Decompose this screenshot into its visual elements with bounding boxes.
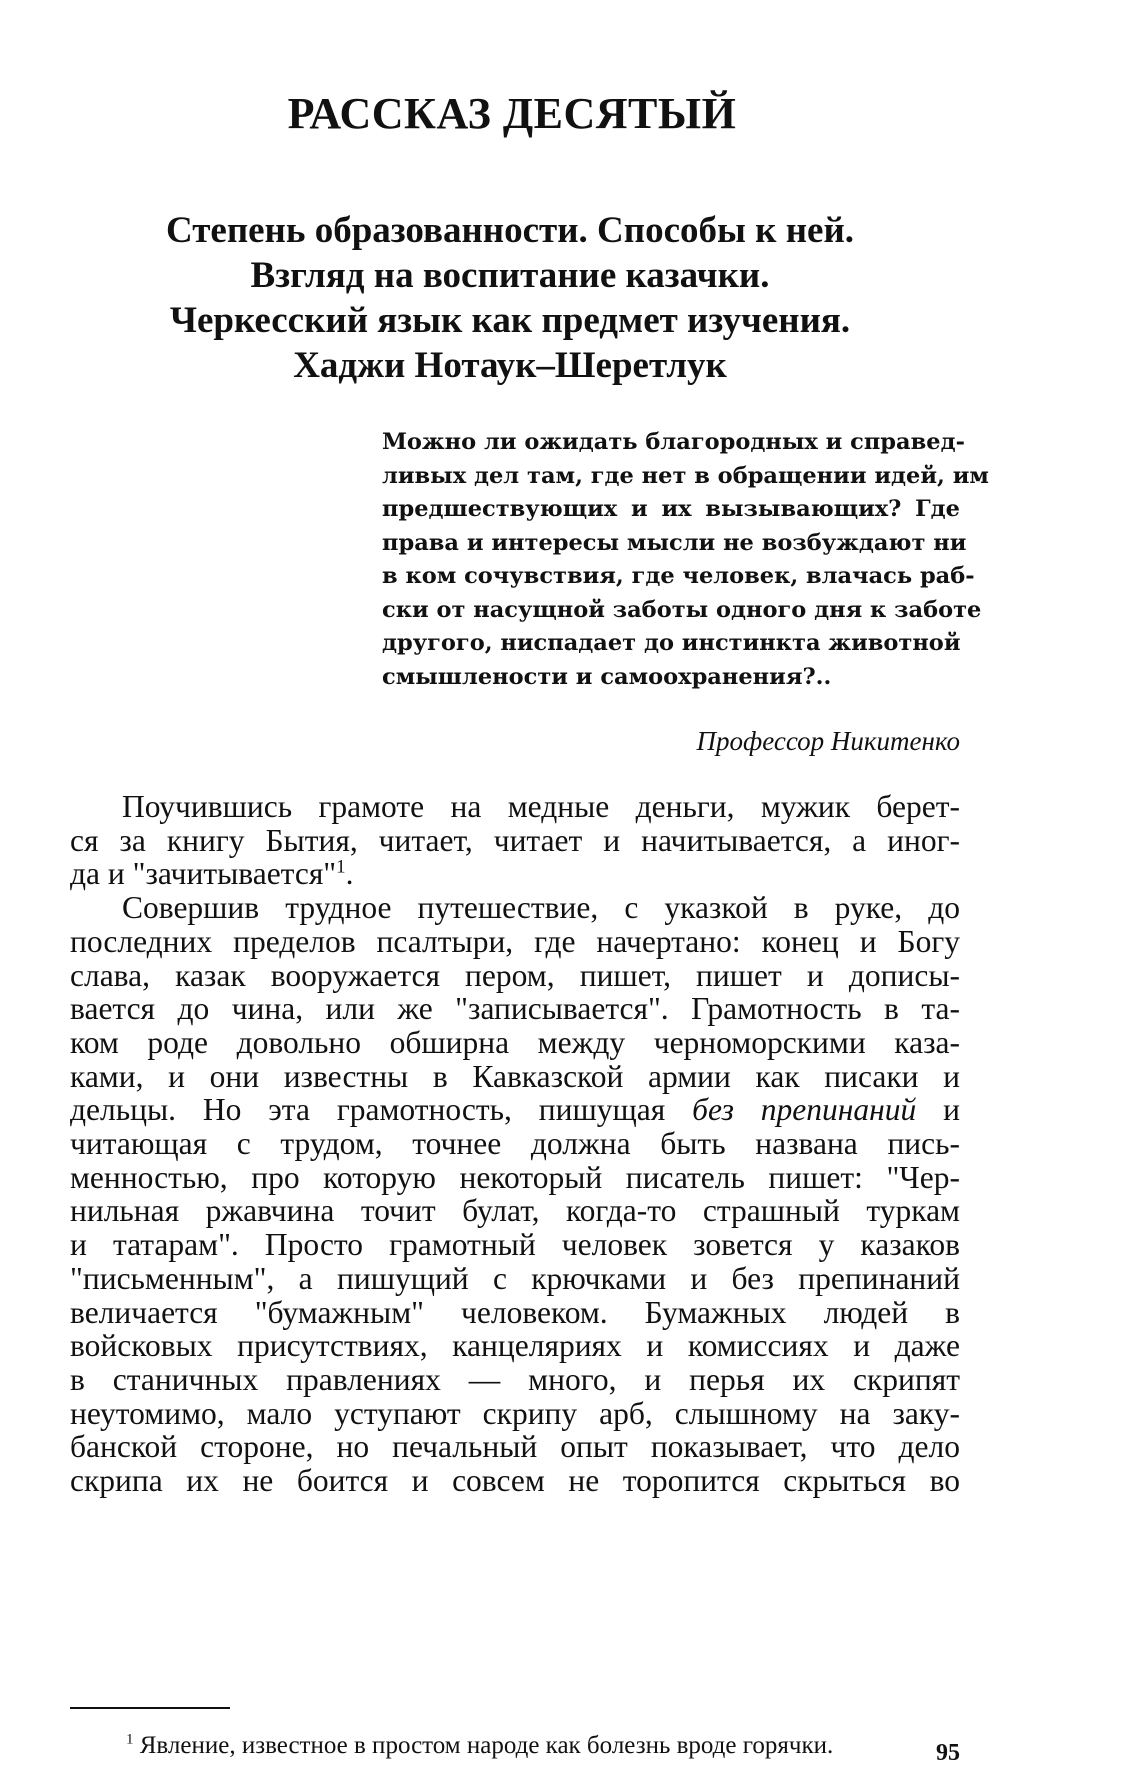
text-line: Поучившись грамоте на медные деньги, мужик берет- (122, 789, 960, 824)
text-fragment: да и "зачитывается" (70, 856, 337, 892)
text-line: ком роде довольно обширна между черноморскими каза- (70, 1024, 960, 1060)
footnote (126, 1732, 966, 1760)
text-line: слава, казак вооружается пером, пишет, пишет и дописы- (70, 957, 960, 993)
epigraph (382, 426, 989, 694)
epigraph-line: другого, ниспадает до инстинкта животной (382, 630, 961, 656)
text-line (70, 857, 960, 891)
epigraph-line: ски от насущной заботы одного дня к заботе (382, 596, 982, 623)
text-line (70, 1093, 960, 1127)
text-line: банской стороне, но печальный опыт показывает, что дело (70, 1429, 960, 1465)
text-line: войсковых присутствиях, канцеляриях и комиссиях и даже (70, 1328, 960, 1364)
footnote-divider (70, 1707, 230, 1709)
text-line: в станичных правлениях — много, и перья их скрипят (70, 1361, 960, 1397)
subtitle-line: Черкесский язык как предмет изучения. (169, 300, 851, 341)
subtitle-line: Взгляд на воспитание казачки. (250, 255, 770, 296)
epigraph-line: предшествующих и их вызывающих? Где (382, 496, 960, 522)
text-line: читающая с трудом, точнее должна быть названа пись- (70, 1126, 960, 1162)
text-fragment: и (916, 1092, 961, 1128)
text-line: менностью, про которую некоторый писатель пишет: "Чер- (70, 1159, 960, 1195)
epigraph-line: ливых дел там, где нет в обращении идей, им (382, 462, 989, 489)
text-line: нильная ржавчина точит булат, когда-то страшный туркам (70, 1193, 960, 1229)
chapter-subtitle (90, 208, 930, 388)
text-line: "письменным", а пишущий с крючками и без препинаний (70, 1260, 960, 1296)
epigraph-line: Можно ли ожидать благородных и справед- (382, 429, 965, 455)
text-line: величается "бумажным" человеком. Бумажных людей в (70, 1294, 960, 1330)
page-number: 95 (936, 1740, 960, 1766)
body-text (70, 790, 960, 1498)
text-line: последних пределов псалтыри, где начертано: конец и Богу (70, 923, 960, 959)
text-fragment: . (345, 856, 354, 892)
epigraph-line: права и интересы мысли не возбуждают ни (382, 529, 967, 556)
epigraph-line: в ком сочувствия, где человек, влачась раб- (382, 563, 975, 589)
chapter-title: РАССКАЗ ДЕСЯТЫЙ (287, 89, 737, 138)
text-line: ками, и они известны в Кавказской армии как писаки и (70, 1058, 960, 1094)
italic-phrase: без препинаний (692, 1092, 917, 1128)
text-line: скрипа их не боится и совсем не торопится скрыться во (70, 1463, 960, 1499)
footnote-text: Явление, известное в простом народе как болезнь вроде горячки. (139, 1732, 834, 1759)
text-fragment: дельцы. Но эта грамотность, пишущая (70, 1092, 693, 1128)
epigraph-line: смышлености и самоохранения?.. (382, 663, 832, 690)
subtitle-line: Степень образованности. Способы к ней. (165, 210, 855, 251)
epigraph-author: Профессор Никитенко (696, 726, 960, 756)
text-line: ся за книгу Бытия, читает, читает и начитывается, а иног- (70, 822, 960, 858)
footnote-reference[interactable]: 1 (336, 856, 346, 878)
footnote-marker: 1 (126, 1731, 134, 1748)
text-line: неутомимо, мало уступают скрипу арб, слышному на заку- (70, 1395, 960, 1431)
text-line: Совершив трудное путешествие, с указкой в руке, до (122, 890, 960, 926)
subtitle-line: Хаджи Нотаук–Шеретлук (293, 345, 727, 386)
text-line: вается до чина, или же "записывается". Грамотность в та- (70, 991, 960, 1027)
text-line: и татарам". Просто грамотный человек зовется у казаков (70, 1227, 960, 1263)
